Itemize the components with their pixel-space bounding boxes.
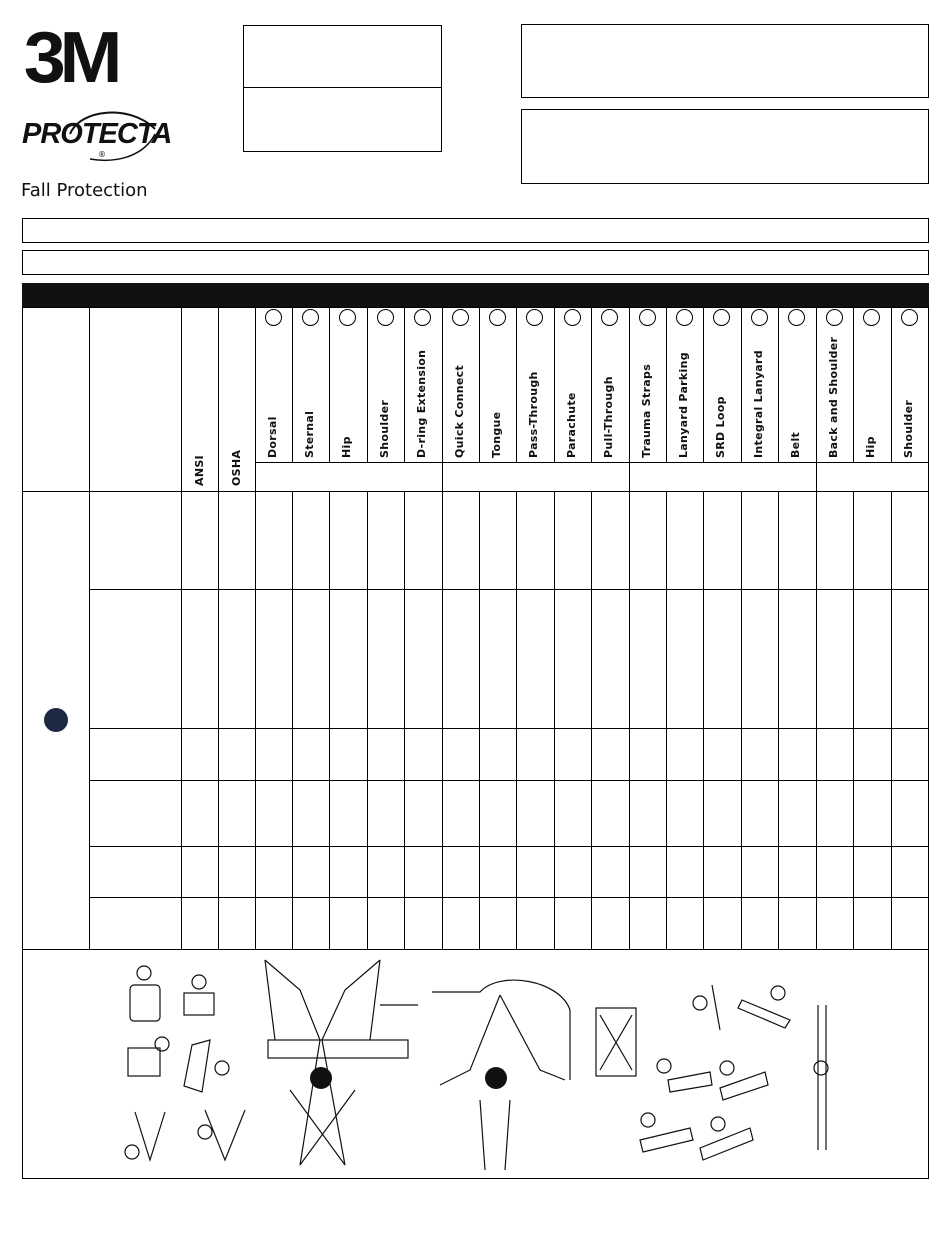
col-feature: Integral Lanyard	[752, 350, 765, 458]
col-feature: D-ring Extension	[415, 349, 428, 458]
col-feature: Sternal	[303, 410, 316, 458]
col-feature: Pull-Through	[602, 376, 615, 458]
harness-marker-icon	[485, 1067, 507, 1089]
col-feature: Hip	[864, 436, 877, 458]
registered-mark: ®	[98, 150, 106, 159]
col-feature: Trauma Straps	[640, 363, 653, 458]
col-feature: Lanyard Parking	[677, 352, 690, 458]
col-feature: Quick Connect	[453, 364, 466, 458]
tagline: Fall Protection	[21, 180, 148, 201]
col-feature: Back and Shoulder	[827, 336, 840, 458]
col-feature: Pass-Through	[527, 371, 540, 458]
col-feature: Hip	[340, 436, 353, 458]
protecta-logo: PROTECTA	[22, 118, 172, 150]
col-feature: Parachute	[565, 392, 578, 458]
col-feature: SRD Loop	[714, 396, 727, 458]
col-feature: Shoulder	[902, 399, 915, 458]
col-osha: OSHA	[230, 449, 243, 486]
3m-logo: 3M	[23, 18, 117, 98]
harness-marker-icon	[310, 1067, 332, 1089]
col-feature: Dorsal	[266, 416, 279, 458]
col-feature: Tongue	[490, 411, 503, 458]
col-feature: Shoulder	[378, 399, 391, 458]
col-feature: Belt	[789, 431, 802, 458]
col-ansi: ANSI	[193, 455, 206, 486]
